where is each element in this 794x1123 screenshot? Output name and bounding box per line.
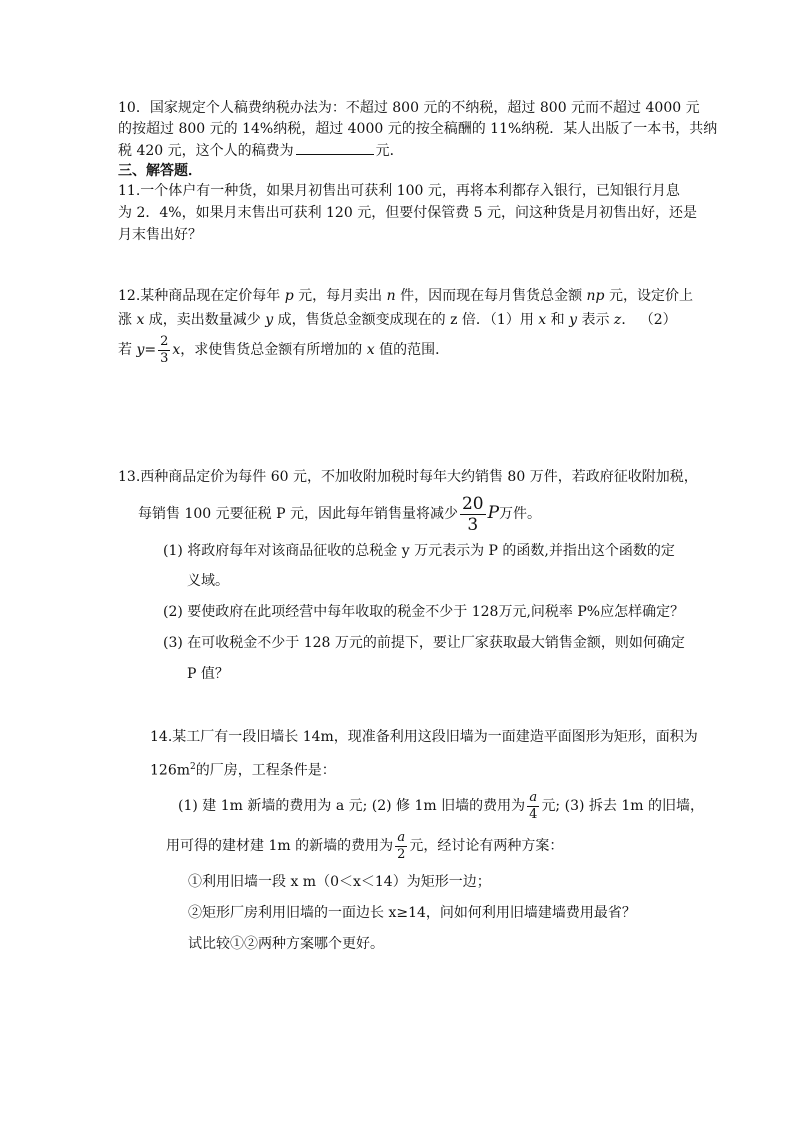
q12-text: 12.某种商品现在定价每年 <box>118 288 285 304</box>
q14-compare: 试比较①②两种方案哪个更好。 <box>188 936 384 952</box>
q12-text: 成，售货总金额变成现在的 z 倍．（1）用 <box>273 312 539 328</box>
fraction-a-over-4 <box>527 790 539 823</box>
fraction-denominator: 4 <box>529 806 538 822</box>
q13-sub3-line1: (3) 在可收税金不少于 128 万元的前提下，要让厂家获取最大销售金额，则如何确定 <box>163 635 685 651</box>
q12-text: 涨 <box>118 312 137 328</box>
var-y: y <box>136 342 145 358</box>
fraction-denominator: 2 <box>397 846 406 862</box>
var-y: y <box>265 312 274 328</box>
q12-text: 元，每月卖出 <box>293 288 387 304</box>
q13-sub2: (2) 要使政府在此项经营中每年收取的税金不少于 128万元,问税率 P%应怎样确定？ <box>163 604 685 620</box>
q14-text: 126m <box>150 762 190 779</box>
q13-sub1-line1: (1) 将政府每年对该商品征收的总税金 y 万元表示为 P 的函数,并指出这个函数的定 <box>163 543 675 559</box>
fraction-denominator: 3 <box>160 350 169 366</box>
fraction-a-over-2 <box>395 830 407 863</box>
q10-line3-text: 税 420 元，这个人的稿费为 <box>118 143 294 159</box>
q14-line2 <box>150 757 336 781</box>
section-heading: 三、解答题． <box>118 163 202 179</box>
q14-text: 的厂房，工程条件是： <box>195 762 336 779</box>
q14-line4 <box>166 826 563 866</box>
var-n: n <box>386 288 396 304</box>
q14-option2: ②矩形厂房利用旧墙的一面边长 x≥14，问如何利用旧墙建墙费用最省？ <box>188 905 636 921</box>
q12-text: 元，设定价上 <box>604 288 693 304</box>
q10-line3 <box>118 140 404 161</box>
var-np: np <box>586 288 605 304</box>
q14-option1: ①利用旧墙一段 x m（0＜x＜14）为矩形一边； <box>188 874 491 890</box>
answer-blank[interactable] <box>296 140 374 155</box>
var-x: x <box>538 312 547 328</box>
q12-text: 值的范围． <box>374 342 450 358</box>
q14-line3 <box>178 786 704 826</box>
fraction-two-thirds <box>158 334 170 367</box>
fraction-numerator: 2 <box>160 333 169 349</box>
fraction-numerator: a <box>527 790 539 807</box>
var-z: z <box>613 312 622 328</box>
q10-line3-suffix: 元． <box>375 143 404 159</box>
superscript: 2 <box>190 762 196 772</box>
q12-text: ，求使售货总金额有所增加的 <box>180 342 367 358</box>
q14-text: 元; (3) 拆去 1m 的旧墙， <box>541 798 704 814</box>
q11-line2: 为 2．4%，如果月末售出可获利 120 元，但要付保管费 5 元，问这种货是月初售出好，还是 <box>118 205 697 221</box>
q12-text: 和 <box>546 312 570 328</box>
q11-line3: 月末售出好？ <box>118 227 202 243</box>
fraction-numerator: 20 <box>461 493 484 514</box>
q14-text: (1) 建 1m 新墙的费用为 a 元; (2) 修 1m 旧墙的费用为 <box>178 798 526 814</box>
q12-text: 若 <box>118 342 137 358</box>
var-p: P <box>487 503 500 523</box>
q11-line1: 11.一个体户有一种货，如果月初售出可获利 100 元，再将本利都存入银行，已知银行月息 <box>118 183 680 199</box>
q12-text: ． （2） <box>621 312 677 328</box>
q13-line1: 13.西种商品定价为每件 60 元，不加收附加税时每年大约销售 80 万件，若政府征收附加税， <box>118 469 698 485</box>
q13-line2 <box>138 493 541 535</box>
q13-sub3-line2: P 值？ <box>187 666 229 682</box>
q13-sub1-line2: 义域。 <box>187 573 229 589</box>
q10-line2: 的按超过 800 元的 14%纳税，超过 4000 元的按全稿酬的 11%纳税．某人出版了一本书，共纳 <box>118 121 718 137</box>
q12-text: 表示 <box>577 312 614 328</box>
var-y: y <box>569 312 578 328</box>
fraction-denominator: 3 <box>467 514 479 535</box>
q10-line1: 10．国家规定个人稿费纳税办法为：不超过 800 元的不纳税，超过 800 元而不超过 4000 元 <box>118 100 700 116</box>
q14-line1: 14.某工厂有一段旧墙长 14m，现准备利用这段旧墙为一面建造平面图形为矩形，面积为 <box>150 729 698 745</box>
var-x: x <box>136 312 145 328</box>
q14-text: 用可得的建材建 1m 的新墙的费用为 <box>166 838 394 854</box>
q12-line1 <box>118 286 693 306</box>
q12-text: 件，因而现在每月售货总金额 <box>395 288 587 304</box>
q12-line3 <box>118 330 449 370</box>
equals-sign: = <box>144 342 157 358</box>
q13-text: 每销售 100 元要征税 P 元，因此每年销售量将减少 <box>138 506 458 522</box>
fraction-numerator: a <box>395 830 407 847</box>
q12-line2 <box>118 310 677 330</box>
q12-text: 成，卖出数量减少 <box>144 312 266 328</box>
var-x: x <box>172 342 181 358</box>
var-p: p <box>284 288 294 304</box>
var-x: x <box>366 342 375 358</box>
fraction-twenty-thirds <box>460 494 486 535</box>
q14-text: 元，经讨论有两种方案： <box>409 838 564 854</box>
q13-text: 万件。 <box>499 506 542 522</box>
